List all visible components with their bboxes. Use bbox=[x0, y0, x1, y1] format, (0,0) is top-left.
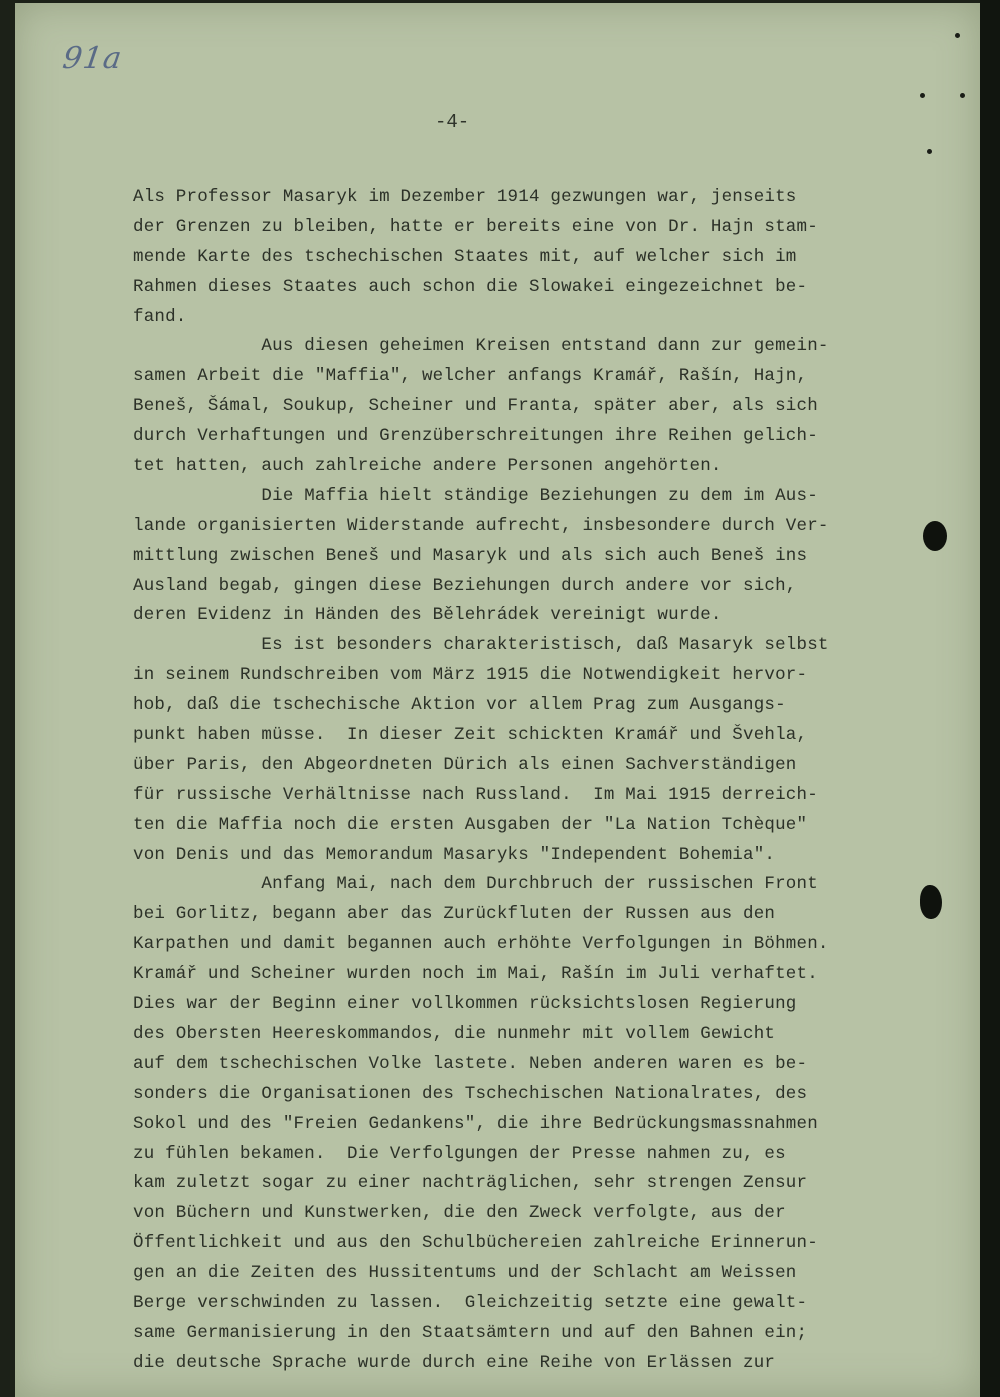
text-line: auf dem tschechischen Volke lastete. Neben anderen waren es be- bbox=[133, 1053, 808, 1074]
text-line: samen Arbeit die "Maffia", welcher anfangs Kramář, Rašín, Hajn, bbox=[133, 366, 808, 387]
folio-mark: 91a bbox=[60, 41, 125, 76]
text-line: tet hatten, auch zahlreiche andere Personen angehörten. bbox=[133, 456, 722, 477]
ink-blot bbox=[920, 885, 942, 919]
text-line: von Denis und das Memorandum Masaryks "Independent Bohemia". bbox=[133, 844, 776, 865]
text-line: deren Evidenz in Händen des Bělehrádek vereinigt wurde. bbox=[133, 605, 722, 626]
text-line: Anfang Mai, nach dem Durchbruch der russischen Front bbox=[133, 874, 818, 895]
text-line: punkt haben müsse. In dieser Zeit schickten Kramář und Švehla, bbox=[133, 725, 808, 746]
text-line: mende Karte des tschechischen Staates mit, auf welcher sich im bbox=[133, 246, 797, 267]
text-line: zu fühlen bekamen. Die Verfolgungen der Presse nahmen zu, es bbox=[133, 1143, 786, 1164]
text-line: für russische Verhältnisse nach Russland. Im Mai 1915 derreich- bbox=[133, 784, 818, 805]
text-line: lande organisierten Widerstande aufrecht, insbesondere durch Ver- bbox=[133, 515, 829, 536]
text-line: Berge verschwinden zu lassen. Gleichzeitig setzte eine gewalt- bbox=[133, 1292, 808, 1313]
text-line: Rahmen dieses Staates auch schon die Slowakei eingezeichnet be- bbox=[133, 276, 808, 297]
text-line: ten die Maffia noch die ersten Ausgaben der "La Nation Tchèque" bbox=[133, 814, 808, 835]
text-line: von Büchern und Kunstwerken, die den Zweck verfolgte, aus der bbox=[133, 1203, 786, 1224]
scan-speck bbox=[927, 149, 932, 154]
text-line: sonders die Organisationen des Tschechischen Nationalrates, des bbox=[133, 1083, 808, 1104]
text-line: mittlung zwischen Beneš und Masaryk und als sich auch Beneš ins bbox=[133, 545, 808, 566]
text-line: Aus diesen geheimen Kreisen entstand dann zur gemein- bbox=[133, 336, 829, 357]
text-line: kam zuletzt sogar zu einer nachträglichen, sehr strengen Zensur bbox=[133, 1173, 808, 1194]
text-line: Ausland begab, gingen diese Beziehungen durch andere vor sich, bbox=[133, 575, 797, 596]
scan-speck bbox=[920, 93, 925, 98]
text-line: Beneš, Šámal, Soukup, Scheiner und Franta, später aber, als sich bbox=[133, 396, 818, 417]
text-line: Öffentlichkeit und aus den Schulbüchereien zahlreiche Erinnerun- bbox=[133, 1233, 818, 1254]
text-line: Sokol und des "Freien Gedankens", die ihre Bedrückungsmassnahmen bbox=[133, 1113, 818, 1134]
text-line: Es ist besonders charakteristisch, daß Masaryk selbst bbox=[133, 635, 829, 656]
text-line: durch Verhaftungen und Grenzüberschreitungen ihre Reihen gelich- bbox=[133, 426, 818, 447]
text-line: Karpathen und damit begannen auch erhöhte Verfolgungen in Böhmen. bbox=[133, 934, 829, 955]
document-page bbox=[15, 3, 980, 1397]
scan-border bbox=[980, 0, 1000, 1397]
text-line: der Grenzen zu bleiben, hatte er bereits eine von Dr. Hajn stam- bbox=[133, 216, 818, 237]
scan-speck bbox=[955, 33, 960, 38]
text-line: bei Gorlitz, begann aber das Zurückfluten der Russen aus den bbox=[133, 904, 776, 925]
text-line: hob, daß die tschechische Aktion vor allem Prag zum Ausgangs- bbox=[133, 695, 786, 716]
text-line: des Obersten Heereskommandos, die nunmehr mit vollem Gewicht bbox=[133, 1023, 776, 1044]
text-line: in seinem Rundschreiben vom März 1915 die Notwendigkeit hervor- bbox=[133, 665, 808, 686]
text-line: die deutsche Sprache wurde durch eine Reihe von Erlässen zur bbox=[133, 1352, 776, 1373]
text-line: same Germanisierung in den Staatsämtern und auf den Bahnen ein; bbox=[133, 1322, 808, 1343]
text-line: Dies war der Beginn einer vollkommen rücksichtslosen Regierung bbox=[133, 994, 797, 1015]
page-number: -4- bbox=[435, 111, 470, 133]
text-line: fand. bbox=[133, 306, 187, 327]
text-line: Die Maffia hielt ständige Beziehungen zu dem im Aus- bbox=[133, 485, 818, 506]
text-line: Als Professor Masaryk im Dezember 1914 gezwungen war, jenseits bbox=[133, 187, 797, 207]
text-line: Kramář und Scheiner wurden noch im Mai, Rašín im Juli verhaftet. bbox=[133, 964, 818, 985]
ink-blot bbox=[923, 521, 947, 551]
scan-speck bbox=[960, 93, 965, 98]
text-line: über Paris, den Abgeordneten Dürich als einen Sachverständigen bbox=[133, 754, 797, 775]
text-line: gen an die Zeiten des Hussitentums und der Schlacht am Weissen bbox=[133, 1263, 797, 1284]
body-text bbox=[133, 183, 933, 1379]
